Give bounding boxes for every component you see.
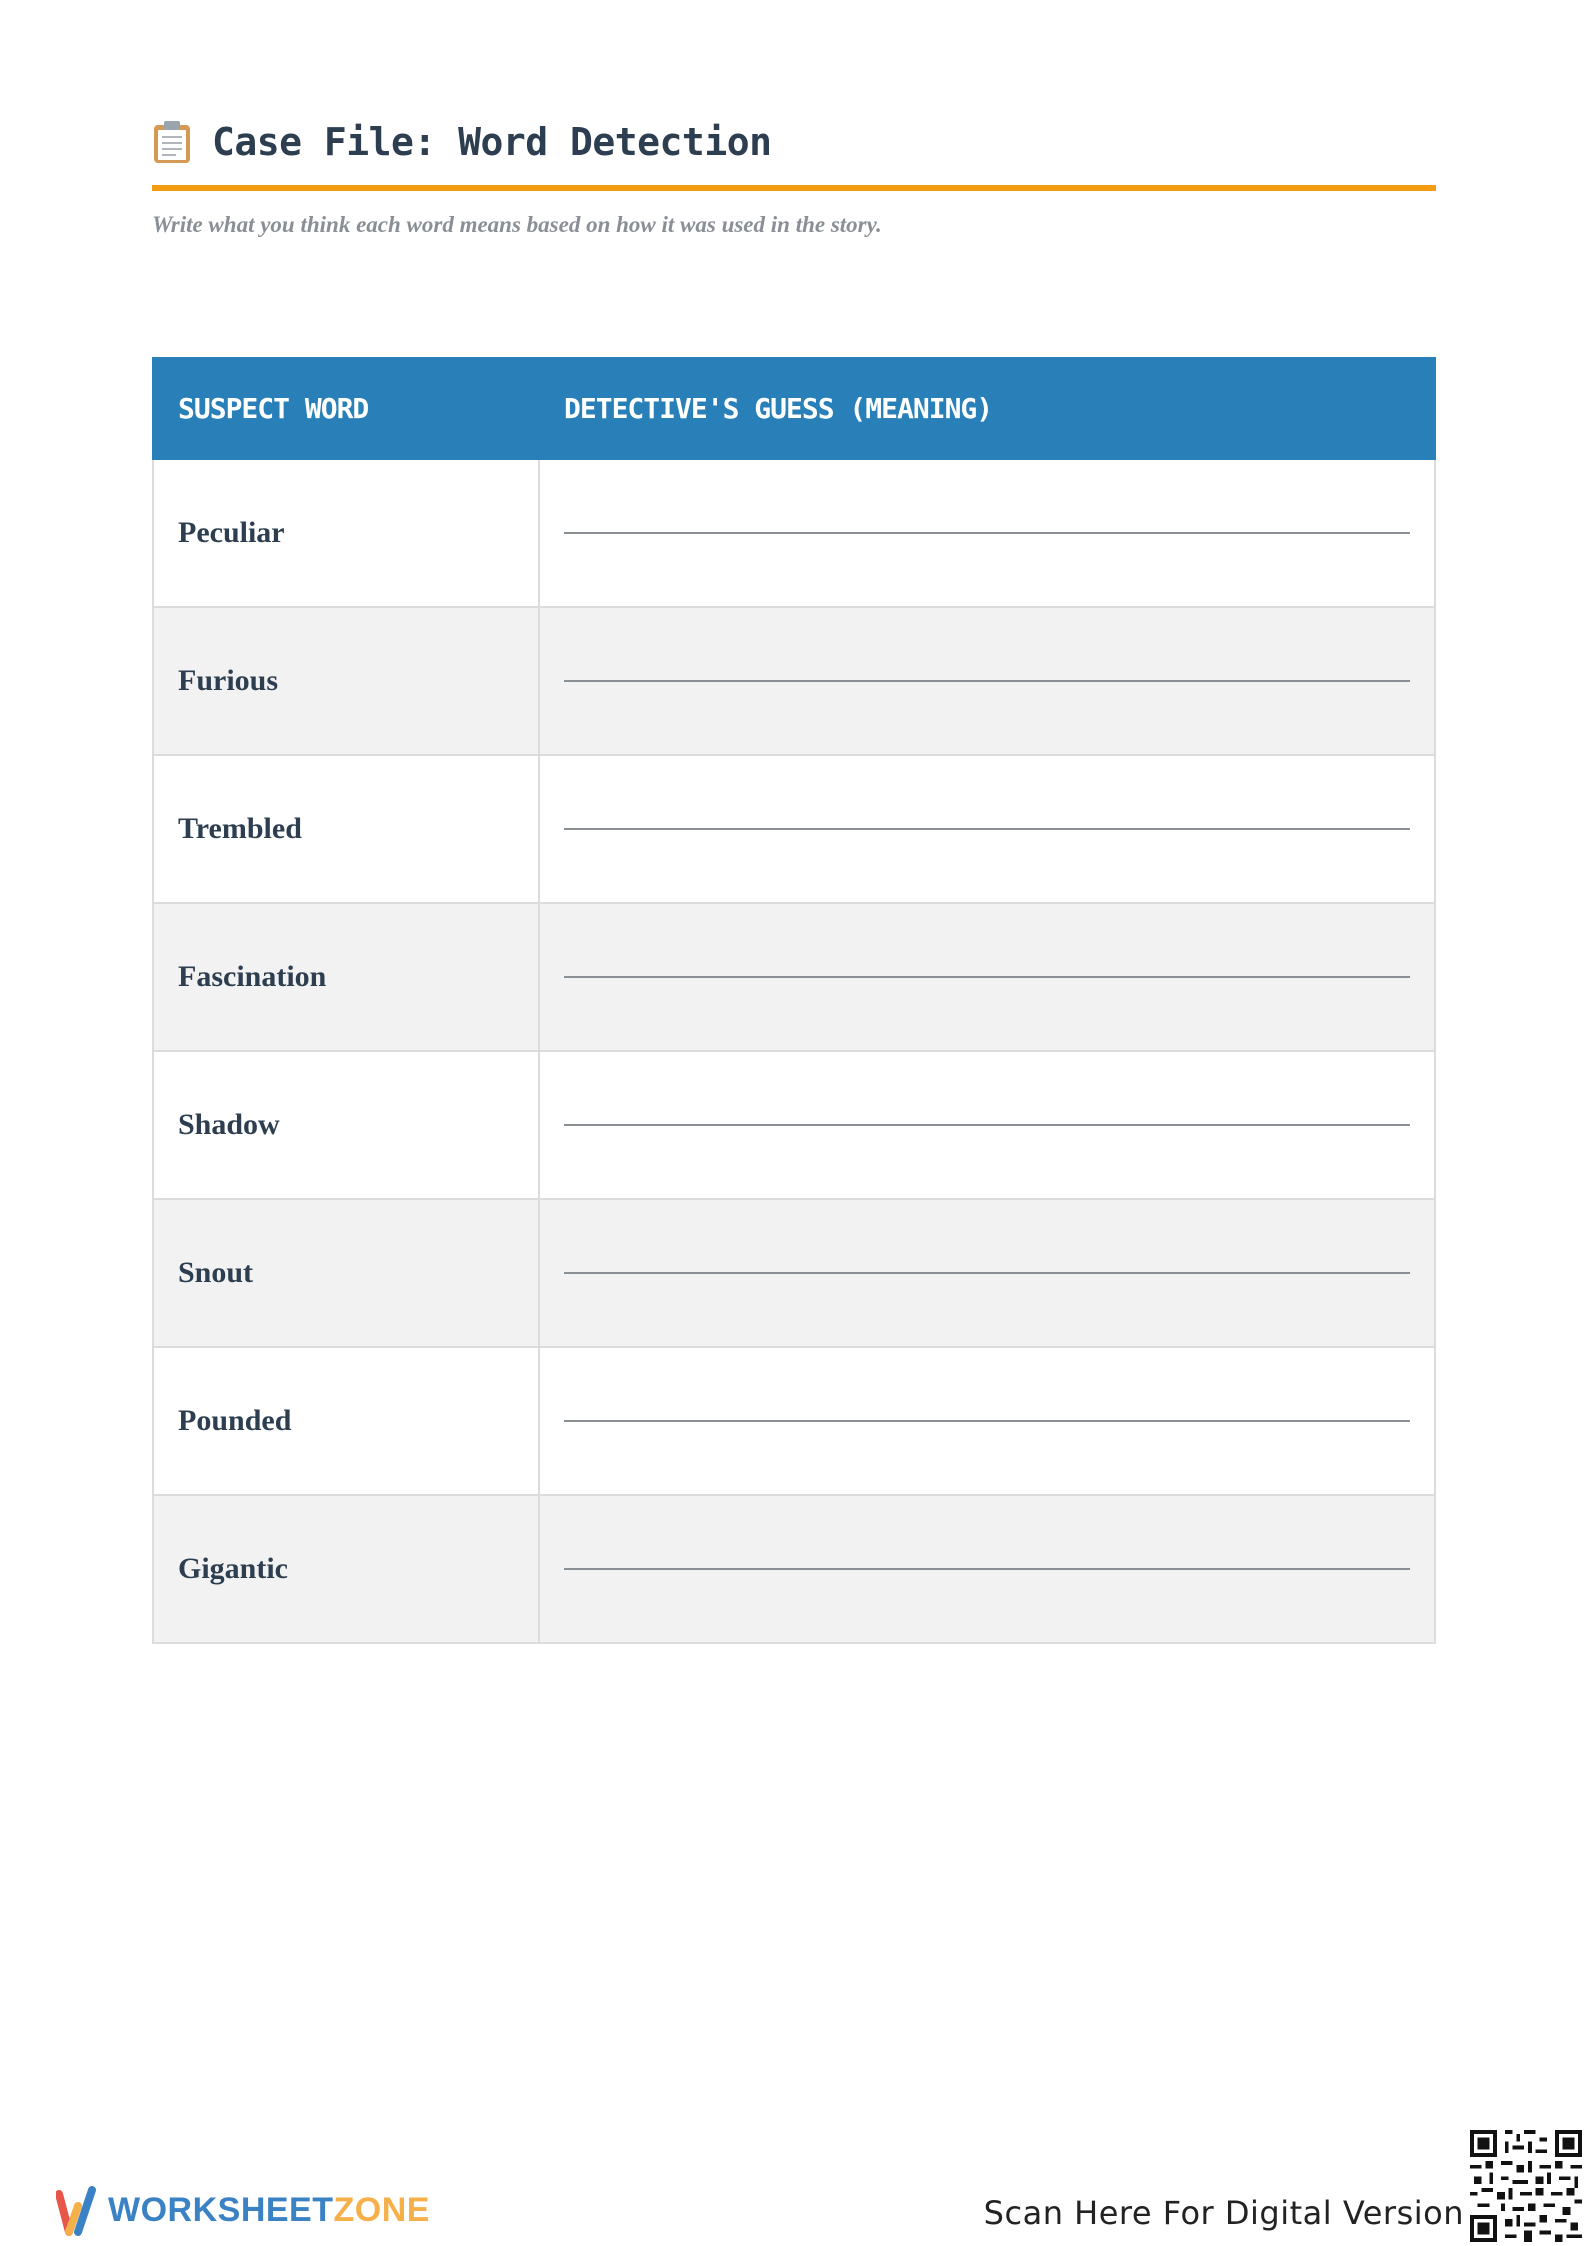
table-row bbox=[153, 607, 1435, 755]
answer-cell[interactable] bbox=[539, 755, 1435, 903]
word-cell bbox=[153, 903, 539, 1051]
table-row bbox=[153, 1347, 1435, 1495]
suspect-word: Trembled bbox=[178, 812, 302, 845]
answer-line[interactable] bbox=[564, 680, 1410, 682]
answer-cell[interactable] bbox=[539, 903, 1435, 1051]
vocabulary-table bbox=[152, 357, 1436, 1644]
suspect-word: Snout bbox=[178, 1256, 254, 1289]
column-header-meaning: DETECTIVE'S GUESS (MEANING) bbox=[539, 358, 1435, 459]
table-header-row bbox=[153, 358, 1435, 459]
logo-wordmark: WORKSHEETZONE bbox=[108, 2190, 430, 2229]
worksheetzone-logo[interactable] bbox=[56, 2182, 430, 2238]
answer-line[interactable] bbox=[564, 1420, 1410, 1422]
page-title: Case File: Word Detection bbox=[212, 120, 772, 164]
answer-line[interactable] bbox=[564, 1568, 1410, 1570]
page-footer bbox=[0, 2120, 1588, 2246]
answer-line[interactable] bbox=[564, 828, 1410, 830]
word-cell bbox=[153, 459, 539, 607]
word-cell bbox=[153, 1347, 539, 1495]
table-row bbox=[153, 755, 1435, 903]
instructions-text: Write what you think each word means based on how it was used in the story. bbox=[152, 212, 882, 237]
column-header-suspect-word: SUSPECT WORD bbox=[153, 358, 539, 459]
word-cell bbox=[153, 1199, 539, 1347]
answer-cell[interactable] bbox=[539, 1495, 1435, 1643]
title-divider bbox=[152, 185, 1436, 191]
table-row bbox=[153, 1051, 1435, 1199]
word-cell bbox=[153, 607, 539, 755]
table-row bbox=[153, 903, 1435, 1051]
answer-line[interactable] bbox=[564, 532, 1410, 534]
answer-line[interactable] bbox=[564, 1272, 1410, 1274]
suspect-word: Fascination bbox=[178, 960, 327, 993]
suspect-word: Furious bbox=[178, 664, 279, 697]
qr-code-icon[interactable] bbox=[1470, 2130, 1582, 2242]
answer-line[interactable] bbox=[564, 1124, 1410, 1126]
table-row bbox=[153, 459, 1435, 607]
answer-cell[interactable] bbox=[539, 1199, 1435, 1347]
clipboard-icon bbox=[152, 120, 192, 164]
table-row bbox=[153, 1199, 1435, 1347]
answer-line[interactable] bbox=[564, 976, 1410, 978]
suspect-word: Pounded bbox=[178, 1404, 292, 1437]
worksheetzone-logo-icon bbox=[56, 2182, 96, 2238]
title-row bbox=[152, 112, 1436, 172]
answer-cell[interactable] bbox=[539, 1347, 1435, 1495]
word-cell bbox=[153, 755, 539, 903]
answer-cell[interactable] bbox=[539, 607, 1435, 755]
word-cell bbox=[153, 1051, 539, 1199]
word-cell bbox=[153, 1495, 539, 1643]
scan-prompt: Scan Here For Digital Version bbox=[983, 2194, 1464, 2232]
answer-cell[interactable] bbox=[539, 1051, 1435, 1199]
suspect-word: Peculiar bbox=[178, 516, 285, 549]
answer-cell[interactable] bbox=[539, 459, 1435, 607]
table-row bbox=[153, 1495, 1435, 1643]
suspect-word: Shadow bbox=[178, 1108, 280, 1141]
suspect-word: Gigantic bbox=[178, 1552, 288, 1585]
worksheet-header bbox=[152, 112, 1436, 192]
